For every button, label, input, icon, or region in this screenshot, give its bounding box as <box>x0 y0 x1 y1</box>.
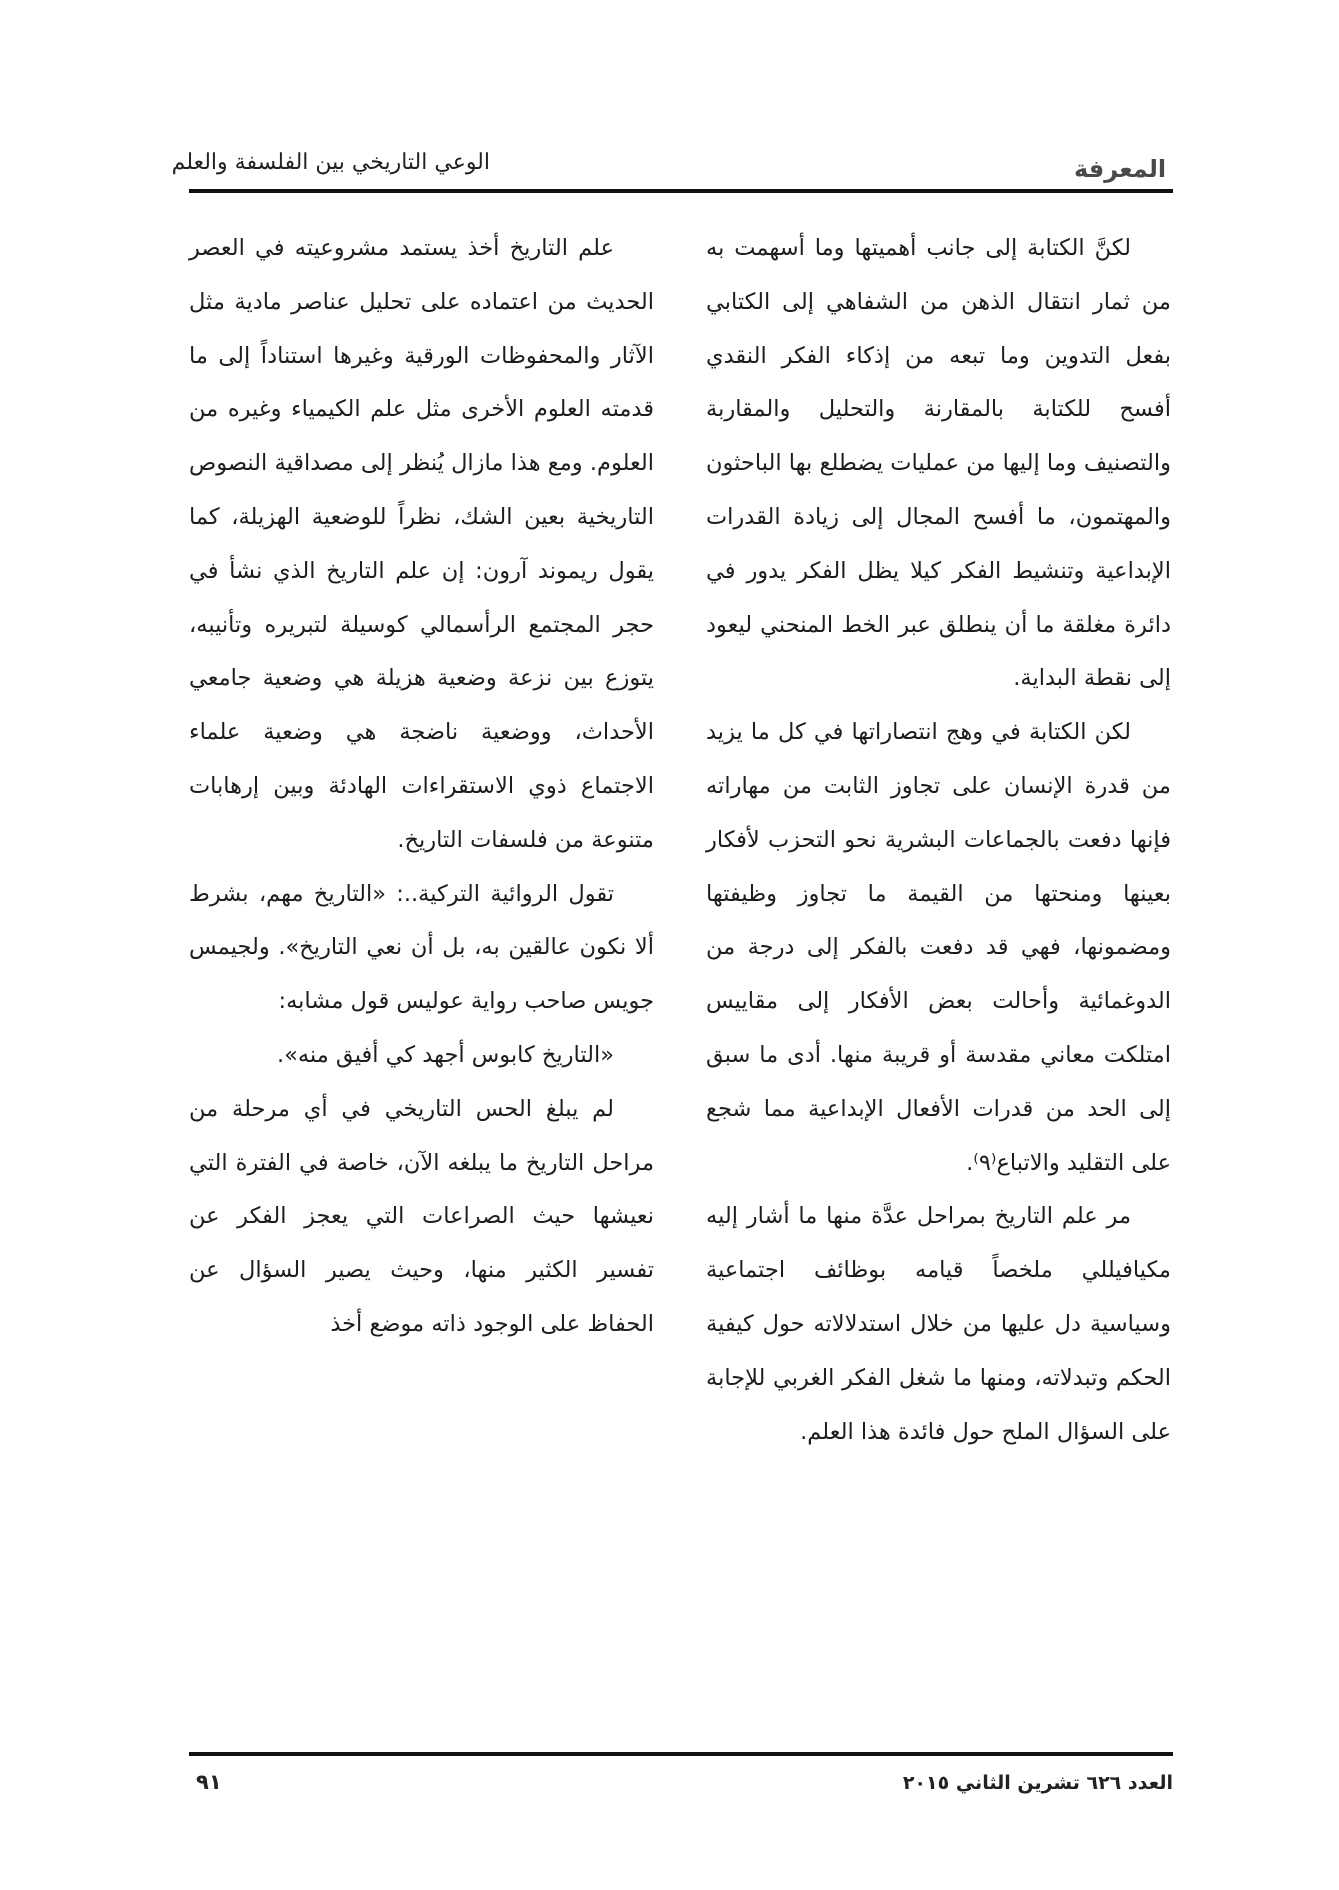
paragraph: علم التاريخ أخذ يستمد مشروعيته في العصر الحديث من اعتماده على تحليل عناصر مادية مثل الآثار والمحفوظات الورقية وغيرها استناداً إلى ما قدمته العلوم الأخرى مثل علم الكيمياء وغيره من العلوم. ومع هذا مازال يُنظر إلى مصداقية النصوص التاريخية بعين الشك، نظراً للوضعية الهزيلة، كما يقول ريموند آرون: إن علم التاريخ الذي نشأ في حجر المجتمع الرأسمالي كوسيلة لتبريره وتأنيبه، يتوزع بين نزعة وضعية هزيلة هي وضعية جامعي الأحداث، ووضعية ناضجة هي وضعية علماء الاجتماع ذوي الاستقراءات الهادئة وبين إرهابات متنوعة من فلسفات التاريخ. <box>189 235 654 853</box>
issue-info: العدد ٦٢٦ تشرين الثاني ٢٠١٥ <box>902 1772 1173 1794</box>
right-column <box>706 222 1171 1459</box>
quote-paragraph: «التاريخ كابوس أجهد كي أفيق منه». <box>276 1041 614 1068</box>
left-column <box>189 222 654 1352</box>
header-rule <box>189 189 1173 193</box>
paragraph: لكنَّ الكتابة إلى جانب أهميتها وما أسهمت به من ثمار انتقال الذهن من الشفاهي إلى الكتابي بفعل التدوين وما تبعه من إذكاء الفكر النقدي أفسح للكتابة بالمقارنة والتحليل والمقاربة والتصنيف وما إليها من عمليات يضطلع بها الباحثون والمهتمون، ما أفسح المجال إلى زيادة القدرات الإبداعية وتنشيط الفكر كيلا يظل الفكر يدور في دائرة مغلقة ما أن ينطلق عبر الخط المنحني ليعود إلى نقطة البداية. <box>706 235 1171 692</box>
paragraph: تقول الروائية التركية..: «التاريخ مهم، بشرط ألا نكون عالقين به، بل أن نعي التاريخ». ولجيمس جويس صاحب رواية عوليس قول مشابه: <box>189 880 654 1015</box>
logo-text: المعرفة <box>1074 155 1167 183</box>
paragraph: لم يبلغ الحس التاريخي في أي مرحلة من مراحل التاريخ ما يبلغه الآن، خاصة في الفترة التي نعيشها حيث الصراعات التي يعجز الفكر عن تفسير الكثير منها، وحيث يصير السؤال عن الحفاظ على الوجود ذاته موضع أخذ <box>189 1095 654 1337</box>
paragraph: لكن الكتابة في وهج انتصاراتها في كل ما يزيد من قدرة الإنسان على تجاوز الثابت من مهاراته فإنها دفعت بالجماعات البشرية نحو التحزب لأفكار بعينها ومنحتها من القيمة ما تجاوز وظيفتها ومضمونها، فهي قد دفعت بالفكر إلى درجة من الدوغمائية وأحالت بعض الأفكار إلى مقاييس امتلكت معاني مقدسة أو قريبة منها. أدى ما سبق إلى الحد من قدرات الأفعال الإبداعية مما شجع على التقليد والاتباع⁽٩⁾. <box>706 719 1171 1176</box>
footer-rule <box>189 1752 1173 1756</box>
article-running-title: الوعي التاريخي بين الفلسفة والعلم <box>171 150 490 175</box>
page-number: ٩١ <box>196 1770 222 1794</box>
magazine-logo <box>1074 152 1174 186</box>
paragraph: مر علم التاريخ بمراحل عدَّة منها ما أشار إليه مكيافيللي ملخصاً قيامه بوظائف اجتماعية وسياسية دل عليها من خلال استدلالاته حول كيفية الحكم وتبدلاته، ومنها ما شغل الفكر الغربي للإجابة على السؤال الملح حول فائدة هذا العلم. <box>706 1203 1171 1445</box>
